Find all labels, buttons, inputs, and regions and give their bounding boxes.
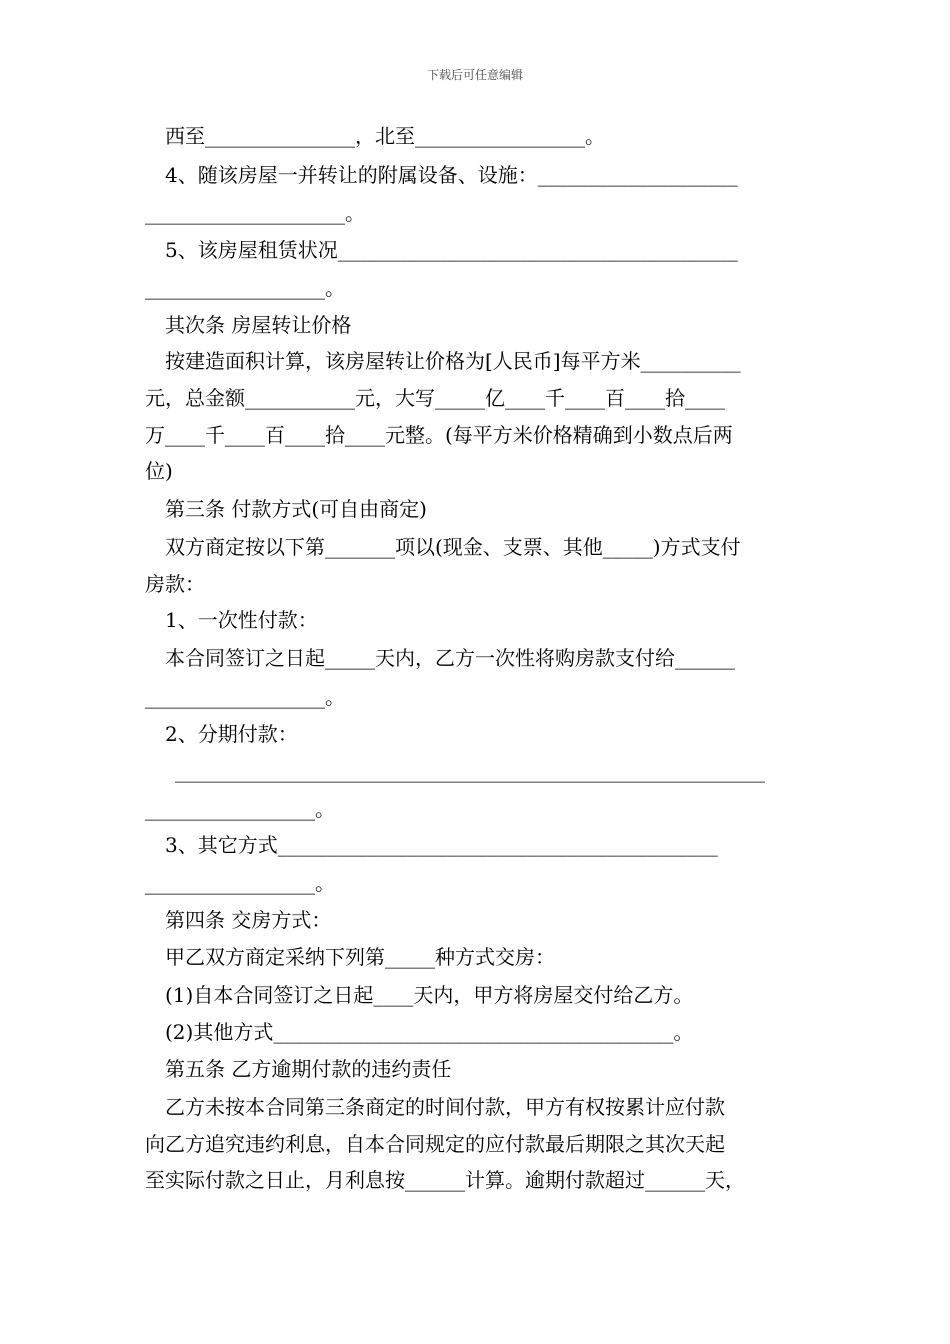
line-installment-blank: ___________________________________________________________: [175, 759, 765, 783]
line-lease-cont: __________________。: [145, 276, 345, 300]
line-payment-2: 房款：: [145, 572, 205, 596]
line-installment-cont: _________________。: [145, 797, 335, 821]
line-installment-title: 2、分期付款：: [165, 722, 298, 746]
line-handover-1: 甲乙双方商定采纳下列第_____种方式交房：: [165, 945, 555, 969]
line-breach-3: 至实际付款之日止，月利息按______计算。逾期付款超过______天，: [145, 1168, 745, 1192]
line-lease: 5、该房屋租赁状况________________________________________: [165, 238, 738, 262]
line-breach-1: 乙方未按本合同第三条商定的时间付款，甲方有权按累计应付款: [165, 1095, 725, 1119]
page-header: 下载后可任意编辑: [426, 68, 523, 82]
line-other-method: 3、其它方式____________________________________________: [165, 833, 718, 857]
line-payment-1: 双方商定按以下第_______项以(现金、支票、其他_____)方式支付: [165, 535, 741, 559]
article-5-title: 第五条 乙方逾期付款的违约责任: [165, 1057, 452, 1081]
line-price-3: 万____千____百____拾____元整。(每平方米价格精确到小数点后两: [145, 423, 733, 447]
line-lump-sum-title: 1、一次性付款：: [165, 608, 318, 632]
article-3-title: 第三条 付款方式(可自由商定): [165, 497, 427, 521]
line-lump-sum: 本合同签订之日起_____天内，乙方一次性将购房款支付给______: [165, 646, 735, 670]
line-handover-2: (1)自本合同签订之日起____天内，甲方将房屋交付给乙方。: [165, 983, 694, 1007]
line-other-method-cont: _________________。: [145, 871, 335, 895]
article-4-title: 第四条 交房方式：: [165, 908, 332, 932]
line-facilities: 4、随该房屋一并转让的附属设备、设施：____________________: [165, 163, 738, 187]
line-price-4: 位): [145, 459, 173, 483]
line-lump-sum-cont: __________________。: [145, 685, 345, 709]
line-price-2: 元，总金额___________元，大写_____亿____千____百____拾____: [145, 386, 725, 410]
line-west-north: 西至_______________，北至_________________。: [165, 124, 605, 148]
line-breach-2: 向乙方追究违约利息，自本合同规定的应付款最后期限之其次天起: [145, 1132, 725, 1156]
line-handover-3: (2)其他方式________________________________________。: [165, 1020, 694, 1044]
line-price-1: 按建造面积计算，该房屋转让价格为[人民币]每平方米__________: [165, 349, 741, 373]
article-2-title: 其次条 房屋转让价格: [165, 313, 352, 337]
line-facilities-cont: ____________________。: [145, 201, 365, 225]
